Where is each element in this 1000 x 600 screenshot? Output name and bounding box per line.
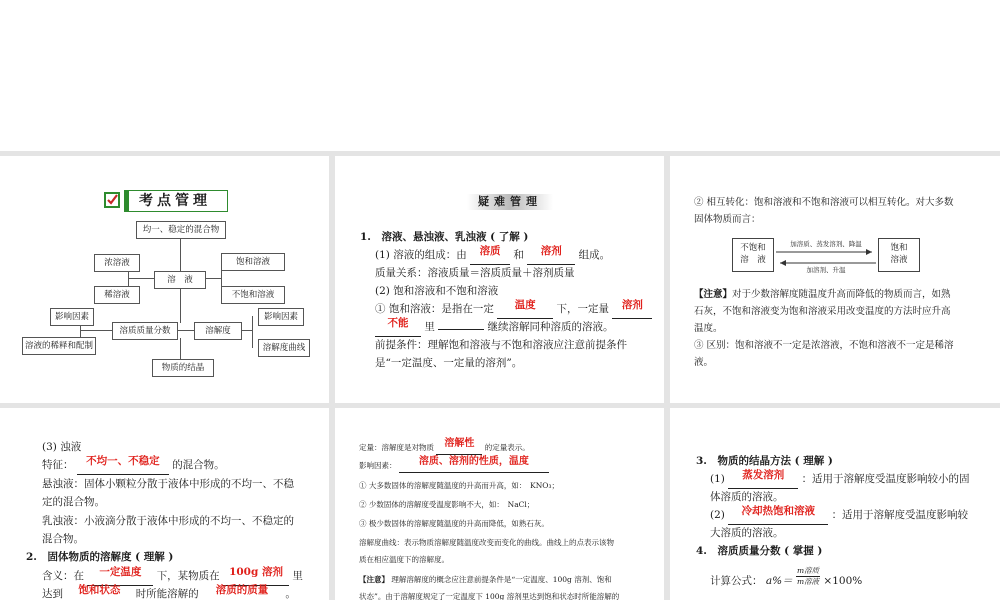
node-concentrated: 浓溶液 — [94, 254, 140, 272]
connector — [176, 330, 194, 331]
text: (2) — [710, 509, 725, 521]
blank-feature — [77, 456, 169, 475]
line-emulsion-cont: 混合物。 — [42, 533, 84, 545]
line-quantitative — [359, 438, 530, 455]
line-saturated-def-cont — [375, 318, 614, 337]
label: 不饱和 — [740, 243, 766, 253]
node-saturated: 饱和溶液 — [221, 253, 285, 271]
note-label: 【注意】 — [694, 289, 733, 300]
label: 饱和 — [890, 243, 908, 253]
text: 和 — [513, 249, 524, 261]
line-rule-1: ① 大多数固体的溶解度随温度的升高而升高，如： KNO₃； — [359, 481, 559, 490]
line-emulsion: 乳浊液：小液滴分散于液体中形成的不均一、不稳定的 — [42, 515, 294, 527]
heading-crystallization: 3. 物质的结晶方法 ( 理解 ) — [696, 455, 833, 467]
answer-cannot: 不能 — [387, 317, 409, 329]
line-factors — [359, 456, 549, 473]
text: 达到 — [42, 588, 63, 600]
text: 继续溶解同种溶质的溶液。 — [487, 321, 614, 333]
line-rule-2: ② 少数固体的溶解度受温度影响不大，如： NaCl； — [359, 500, 535, 509]
section-title: 考点管理 — [124, 190, 228, 212]
node-dilution: 溶液的稀释和配制 — [22, 337, 96, 355]
slide-concept-map[interactable] — [0, 156, 329, 403]
line-rule-3: ③ 极少数固体的溶解度随温度的升高而降低，如熟石灰。 — [359, 519, 549, 528]
connector — [180, 237, 181, 271]
blank-1 — [470, 246, 510, 265]
text: 里 — [424, 321, 435, 333]
formula — [710, 566, 862, 596]
heading-mass-fraction: 4. 溶质质量分数 ( 掌握 ) — [696, 545, 823, 557]
note-line-2: 状态”。由于溶解度规定了一定温度下 100g 溶剂里达到饱和状态时所能溶解的 — [359, 592, 620, 600]
answer-feature: 不均一、不稳定 — [86, 455, 160, 467]
node-mass-fraction: 溶质质量分数 — [112, 322, 178, 340]
line-method-1-cont: 体溶质的溶液。 — [710, 491, 784, 503]
text: 的定量表示。 — [484, 443, 530, 452]
answer-solvent: 溶剂 — [540, 245, 562, 257]
line-suspension-cont: 定的混合物。 — [42, 496, 105, 508]
slide-crystallization[interactable] — [670, 408, 1000, 600]
text: 下，一定量 — [556, 303, 610, 315]
answer-solute: 溶质 — [479, 245, 501, 257]
blank-saturated — [66, 585, 132, 600]
heading-turbid: (3) 浊液 — [42, 441, 82, 453]
arrow-label-top: 加溶质、蒸发溶剂、降温 — [790, 240, 862, 248]
text: ：适用于溶解度受温度影响较 — [831, 509, 969, 521]
numerator: m溶质 — [796, 566, 820, 575]
text: 下，某物质在 — [156, 570, 220, 582]
blank-3 — [497, 300, 553, 319]
answer-solute-mass: 溶质的质量 — [215, 584, 269, 596]
line-saturated-def — [375, 300, 652, 319]
connector — [128, 278, 154, 279]
node-influence-right: 影响因素 — [258, 308, 304, 326]
connector — [180, 287, 181, 323]
text: 影响因素： — [359, 461, 397, 470]
note-line-2: 石灰，不饱和溶液变为饱和溶液采用改变温度的方法时应升高 — [694, 306, 951, 317]
heading-solutions: 1. 溶液、悬浊液、乳浊液 ( 了解 ) — [360, 231, 529, 243]
connector — [205, 278, 221, 279]
node-dilute: 稀溶液 — [94, 286, 140, 304]
label: 溶液 — [890, 255, 908, 265]
text: 时所能溶解的 — [135, 588, 199, 600]
text: 计算公式： — [710, 574, 763, 587]
line-definition-cont — [42, 585, 296, 600]
slide-suspensions[interactable] — [0, 408, 329, 600]
answer-solvent-2: 溶剂 — [621, 299, 643, 311]
blank-evaporate — [728, 470, 798, 489]
section-title-badge — [104, 190, 228, 212]
blank-4 — [612, 300, 652, 319]
node-solution: 溶 液 — [154, 271, 206, 289]
node-crystallization: 物质的结晶 — [152, 359, 214, 377]
blank-header-area — [0, 0, 1000, 151]
line-premise-cont: 是“一定温度、一定量的溶剂”。 — [375, 357, 523, 369]
answer-certain-temp: 一定温度 — [99, 566, 142, 578]
blank-5 — [375, 318, 421, 337]
conversion-arrows — [774, 249, 878, 267]
blank-2 — [527, 246, 575, 265]
answer-evaporate: 蒸发溶剂 — [742, 469, 785, 481]
line-method-1 — [710, 470, 970, 489]
text: 组成。 — [578, 249, 611, 261]
note-line-1 — [359, 574, 612, 586]
text: ① 饱和溶液：是指在一定 — [375, 303, 494, 315]
answer-saturated-state: 饱和状态 — [78, 584, 121, 596]
fraction — [796, 566, 820, 587]
box-unsaturated — [732, 238, 774, 272]
line-suspension: 悬浊液：固体小颗粒分散于液体中形成的不均一、不稳 — [42, 478, 294, 490]
section-title-banner: 疑难管理 — [467, 194, 553, 210]
text: ×100% — [823, 574, 863, 587]
text: ：适用于溶解度受温度影响较小的固 — [801, 473, 970, 485]
blank-mass — [202, 585, 282, 600]
arrow-label-bottom: 加溶剂、升温 — [806, 266, 846, 274]
line-mass-relation: 质量关系：溶液质量＝溶质质量＋溶剂质量 — [375, 267, 575, 279]
blank-solubility — [436, 438, 482, 455]
node-unsaturated: 不饱和溶液 — [221, 286, 285, 304]
line-saturated-heading: (2) 饱和溶液和不饱和溶液 — [375, 285, 499, 297]
node-solubility-curve: 溶解度曲线 — [258, 339, 310, 357]
line-curve: 溶解度曲线：表示物质溶解度随温度改变而变化的曲线。曲线上的点表示该物 — [359, 538, 614, 547]
connector — [252, 316, 253, 348]
text: 里 — [292, 570, 303, 582]
text: 特征： — [42, 459, 74, 471]
node-homogeneous-mixture: 均一、稳定的混合物 — [136, 221, 226, 239]
line-conversion-cont: 固体物质而言： — [694, 214, 761, 225]
heading-solubility: 2. 固体物质的溶解度 ( 理解 ) — [26, 551, 174, 563]
text: 定量：溶解度是对物质 — [359, 443, 434, 452]
line-curve-cont: 质在相应温度下的溶解度。 — [359, 555, 449, 564]
line-difference-cont: 液。 — [694, 357, 714, 368]
box-saturated — [878, 238, 920, 272]
checkbox-icon — [104, 192, 120, 208]
note-line-3: 温度。 — [694, 323, 723, 334]
answer-solubility: 溶解性 — [444, 438, 475, 449]
text: (1) — [710, 473, 725, 485]
answer-100g-solvent: 100g 溶剂 — [229, 566, 283, 578]
text: 含义：在 — [42, 570, 84, 582]
answer-cooling: 冷却热饱和溶液 — [741, 505, 815, 517]
slide-difficulties[interactable] — [335, 156, 664, 403]
line-difference: ③ 区别：饱和溶液不一定是浓溶液，不饱和溶液不一定是稀溶 — [694, 340, 954, 351]
label: 溶 液 — [740, 255, 766, 265]
line-method-2 — [710, 506, 968, 525]
text: 。 — [285, 588, 296, 600]
text: 对于少数溶解度随温度升高而降低的物质而言，如熟 — [732, 289, 951, 300]
blank-factors — [399, 456, 549, 473]
note-line-1 — [694, 286, 951, 303]
line-feature — [42, 456, 225, 475]
note-label: 【注意】 — [359, 575, 389, 584]
text: (1) 溶液的组成：由 — [375, 249, 467, 261]
line-conversion: ② 相互转化：饱和溶液和不饱和溶液可以相互转化。对大多数 — [694, 197, 954, 208]
line-method-2-cont: 大溶质的溶液。 — [710, 527, 784, 539]
connector — [80, 330, 112, 331]
slide-solubility-details[interactable] — [335, 408, 664, 600]
blank-cooling — [728, 506, 828, 525]
node-solubility: 溶解度 — [194, 322, 242, 340]
formula-variable: a%＝ — [765, 574, 793, 587]
line-premise: 前提条件：理解饱和溶液与不饱和溶液应注意前提条件 — [375, 339, 627, 351]
connector — [180, 338, 181, 359]
denominator: m溶液 — [796, 577, 820, 586]
answer-temperature: 温度 — [514, 299, 536, 311]
line-composition — [375, 246, 610, 265]
text: 的混合物。 — [172, 459, 225, 471]
answer-factors: 溶质、溶剂的性质，温度 — [418, 456, 529, 467]
node-influence-left: 影响因素 — [50, 308, 94, 326]
blank-6 — [438, 329, 484, 330]
text: 理解溶解度的概念应注意前提条件是“一定温度、100g 溶剂、饱和 — [391, 575, 612, 584]
slide-conversion[interactable] — [670, 156, 1000, 403]
